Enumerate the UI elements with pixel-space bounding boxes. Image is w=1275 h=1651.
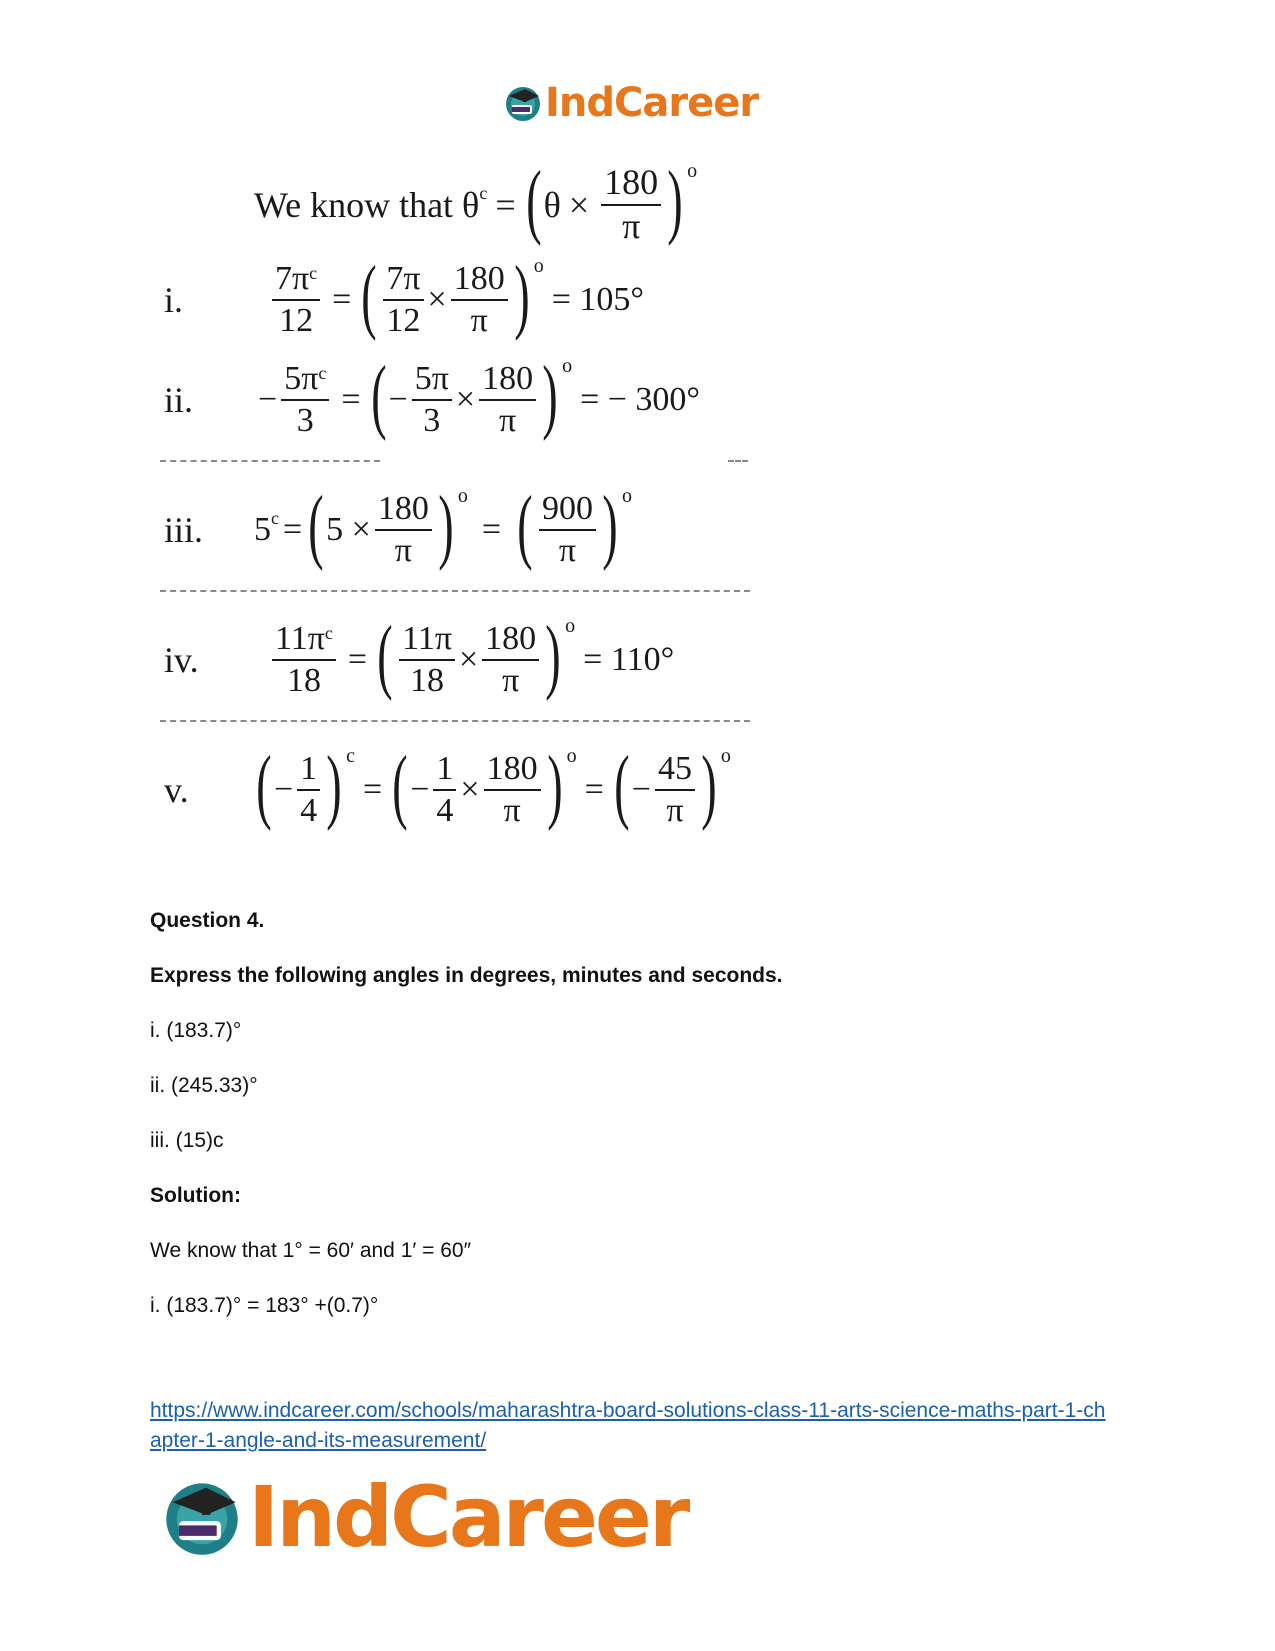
formula-row: ii. − $\frac{5\pi^c}{3}$ = ( − $\frac{5\pi}{3}$ × $\frac{180}{\pi}$ ) o = − 300°: [164, 349, 701, 442]
logo-wordmark: IndCareer: [248, 1468, 688, 1566]
list-item: iii. (15)c: [150, 1129, 224, 1152]
list-item: i. (183.7)°: [150, 1019, 242, 1042]
intro-text: We know that θ: [254, 185, 480, 225]
math-solution-figure: [150, 150, 790, 870]
dashed-divider: [160, 590, 750, 592]
logo-wordmark: IndCareer: [545, 80, 759, 126]
formula-row: v. ( − $\frac{1}{4}$ ) c = ( − $\frac{1}{4}$ × $\frac{180}{\pi}$ ) o = ( − $\frac{45}{\pi}$ ) o: [164, 739, 731, 832]
row-label: iii.: [164, 510, 204, 550]
dashed-divider: [728, 460, 748, 462]
formula-row: i. $\frac{7\pi^c}{12}$ = ( $\frac{7\pi}{12}$ × $\frac{180}{\pi}$ ) o = 105°: [164, 249, 644, 342]
question-text: Express the following angles in degrees, minutes and seconds.: [150, 964, 783, 987]
solution-line: We know that 1° = 60′ and 1′ = 60″: [150, 1239, 472, 1262]
row-label: ii.: [164, 380, 194, 420]
solution-label: Solution:: [150, 1184, 241, 1207]
graduation-cap-book-icon: [503, 83, 543, 123]
row-label: iv.: [164, 640, 199, 680]
graduation-cap-book-icon: [160, 1475, 244, 1559]
question-label: Question 4.: [150, 909, 265, 932]
list-item: ii. (245.33)°: [150, 1074, 258, 1097]
row-result: = − 300°: [580, 381, 701, 418]
row-label: v.: [164, 770, 189, 810]
source-link[interactable]: https://www.indcareer.com/schools/maharashtra-board-solutions-class-11-arts-science-maths-part-1-chapter-1-angle-and-its-measurement/: [150, 1399, 1106, 1452]
row-result: = 105°: [551, 281, 644, 318]
solution-line: i. (183.7)° = 183° +(0.7)°: [150, 1294, 379, 1317]
formula-row: iv. $\frac{11\pi^c}{18}$ = ( $\frac{11\pi}{18}$ × $\frac{180}{\pi}$ ) o = 110°: [164, 609, 675, 702]
row-label: i.: [164, 280, 184, 320]
footer-logo: [160, 1468, 687, 1566]
header-logo: [503, 80, 758, 126]
row-result: = 110°: [583, 641, 675, 678]
formula-row: iii. 5 c = ( 5 × $\frac{180}{\pi}$ ) o = ( $\frac{900}{\pi}$ ) o: [164, 479, 632, 572]
intro-formula: We know that θ c = ( θ × $\frac{180}{\pi}$ ) o: [254, 154, 698, 247]
dashed-divider: [160, 720, 750, 722]
dashed-divider: [160, 460, 380, 462]
